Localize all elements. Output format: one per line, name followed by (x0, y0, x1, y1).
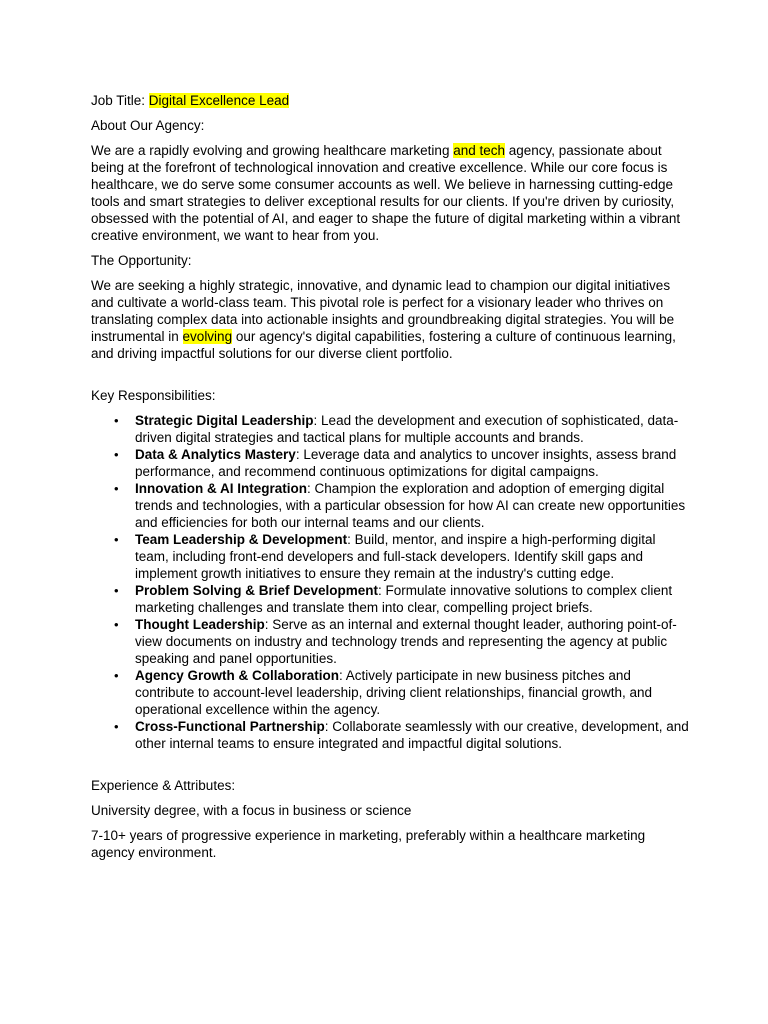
bullet-icon: • (114, 668, 119, 683)
bullet-icon: • (114, 447, 119, 462)
responsibility-title: Agency Growth & Collaboration (135, 668, 340, 683)
opportunity-text-after: our agency's digital capabilities, fostering a culture of continuous learning, and driving impactful solutions for our diverse client portfolio. (91, 329, 676, 361)
about-text-before: We are a rapidly evolving and growing healthcare marketing (91, 143, 454, 158)
list-item (91, 480, 691, 531)
bullet-icon: • (114, 583, 119, 598)
bullet-icon: • (114, 413, 119, 428)
experience-item: University degree, with a focus in business or science (91, 803, 412, 818)
bullet-icon: • (114, 532, 119, 547)
responsibility-title: Thought Leadership (135, 617, 265, 632)
about-heading: About Our Agency: (91, 118, 205, 133)
job-title-value: Digital Excellence Lead (148, 93, 290, 108)
responsibilities-list (91, 412, 691, 752)
responsibility-text: : Serve as an internal and external thought leader, authoring point-of-view documents on industry and technology trends and representing the agency at public speaking and panel opportunities. (135, 617, 677, 666)
about-highlight: and tech (453, 143, 505, 158)
responsibility-text: : Actively participate in new business pitches and contribute to account-level leadership, driving client relationships, financial growth, and operational excellence within the agency. (135, 668, 653, 717)
spacer (91, 370, 691, 387)
responsibility-text: : Formulate innovative solutions to complex client marketing challenges and translate them into clear, compelling project briefs. (135, 583, 673, 615)
bullet-icon: • (114, 481, 119, 496)
responsibility-title: Team Leadership & Development (135, 532, 348, 547)
responsibility-text: : Champion the exploration and adoption of emerging digital trends and technologies, with a particular obsession for how AI can create new opportunities and efficiencies for both our internal teams and our clients. (135, 481, 686, 530)
responsibility-title: Cross-Functional Partnership (135, 719, 325, 734)
list-item (91, 446, 691, 480)
responsibility-text: : Leverage data and analytics to uncover insights, assess brand performance, and recommend continuous optimizations for digital campaigns. (135, 447, 677, 479)
responsibilities-heading: Key Responsibilities: (91, 388, 216, 403)
bullet-icon: • (114, 617, 119, 632)
responsibility-title: Problem Solving & Brief Development (135, 583, 379, 598)
list-item (91, 531, 691, 582)
opportunity-heading: The Opportunity: (91, 253, 192, 268)
list-item (91, 718, 691, 752)
responsibility-title: Innovation & AI Integration (135, 481, 307, 496)
responsibility-text: : Build, mentor, and inspire a high-performing digital team, including front-end developers and full-stack developers. Identify skill gaps and implement growth initiatives to ensure they remain at the industry's cutting edge. (135, 532, 656, 581)
opportunity-text-before: We are seeking a highly strategic, innovative, and dynamic lead to champion our digital initiatives and cultivate a world-class team. This pivotal role is perfect for a visionary leader who thrives on translating complex data into actionable insights and groundbreaking digital strategies. You will be instrumental in (91, 278, 675, 344)
opportunity-paragraph (91, 277, 691, 362)
document-page (91, 92, 691, 869)
list-item (91, 616, 691, 667)
experience-item: 7-10+ years of progressive experience in marketing, preferably within a healthcare marketing agency environment. (91, 828, 646, 860)
spacer (91, 760, 691, 777)
responsibility-title: Data & Analytics Mastery (135, 447, 296, 462)
bullet-icon: • (114, 719, 119, 734)
job-title-label: Job Title: (91, 93, 149, 108)
responsibility-title: Strategic Digital Leadership (135, 413, 314, 428)
job-title-line (91, 92, 691, 109)
about-text-after: agency, passionate about being at the forefront of technological innovation and creative excellence. While our core focus is healthcare, we do serve some consumer accounts as well. We believe in harnessing cutting-edge tools and smart strategies to deliver exceptional results for our clients. If you're driven by curiosity, obsessed with the potential of AI, and eager to shape the future of digital marketing within a vibrant creative environment, we want to hear from you. (91, 143, 681, 243)
experience-heading: Experience & Attributes: (91, 778, 236, 793)
opportunity-highlight: evolving (182, 329, 233, 344)
responsibility-text: : Lead the development and execution of sophisticated, data-driven digital strategies and tactical plans for multiple accounts and brands. (135, 413, 679, 445)
list-item (91, 582, 691, 616)
list-item (91, 667, 691, 718)
list-item (91, 412, 691, 446)
responsibility-text: : Collaborate seamlessly with our creative, development, and other internal teams to ensure integrated and impactful digital solutions. (135, 719, 689, 751)
about-paragraph (91, 142, 691, 244)
